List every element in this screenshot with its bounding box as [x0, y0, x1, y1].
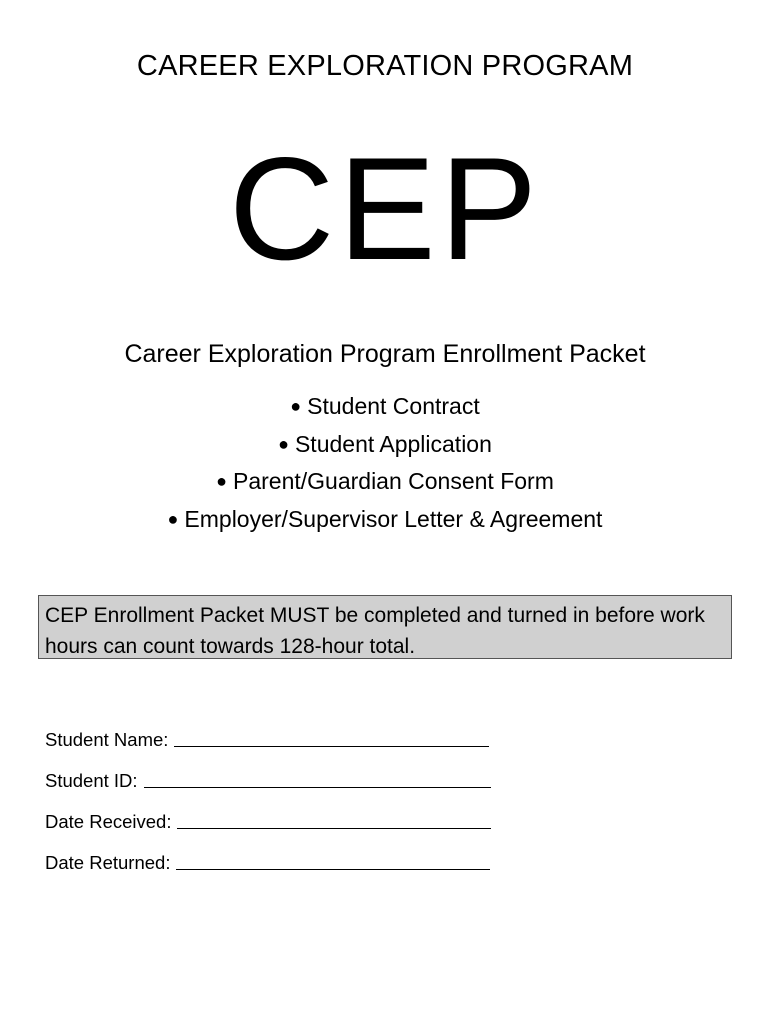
date-received-field [45, 792, 745, 833]
program-header: CAREER EXPLORATION PROGRAM [136, 50, 634, 82]
program-acronym: CEP [228, 127, 542, 290]
contents-item-label: Student Application [294, 430, 492, 457]
field-label: Date Returned: [45, 852, 171, 873]
bullet-icon: ● [278, 433, 289, 454]
contents-item-label: Student Contract [307, 393, 480, 419]
packet-contents-list [0, 390, 770, 540]
field-label: Date Received: [45, 811, 172, 832]
notice-text: CEP Enrollment Packet MUST be completed and turned in before work hours can count towards 128-hour total. [45, 604, 705, 658]
packet-title: Career Exploration Program Enrollment Packet [124, 340, 646, 368]
student-fields [45, 710, 745, 874]
bullet-icon: ● [290, 396, 302, 416]
contents-item [0, 390, 770, 428]
contents-item [0, 428, 770, 466]
bullet-icon: ● [216, 471, 227, 491]
contents-item-label: Parent/Guardian Consent Form [232, 468, 554, 494]
contents-item-label: Employer/Supervisor Letter & Agreement [184, 505, 603, 532]
student-id-field [45, 751, 745, 792]
student-id-line[interactable] [144, 769, 491, 788]
date-received-line[interactable] [177, 810, 491, 829]
date-returned-field [45, 833, 745, 874]
contents-item [0, 465, 770, 503]
contents-item [0, 503, 770, 541]
bullet-icon: ● [167, 508, 179, 529]
field-label: Student ID: [45, 770, 138, 791]
notice-box [38, 595, 732, 659]
date-returned-line[interactable] [176, 851, 490, 870]
student-name-line[interactable] [174, 728, 489, 747]
student-name-field [45, 710, 745, 751]
field-label: Student Name: [45, 729, 169, 750]
